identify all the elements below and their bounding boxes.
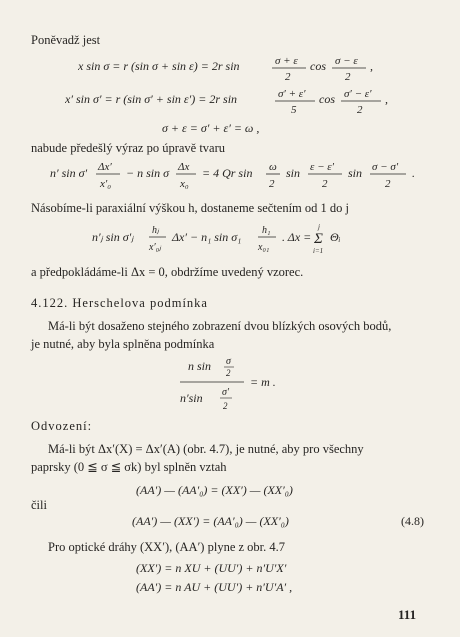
svg-text:sin: sin [286,166,301,180]
svg-text:σ′: σ′ [222,387,230,398]
equation-x-sin-sigma-svg [78,54,378,88]
text-paprsky: paprsky (0 ≦ σ ≦ σk) byl splněn vztah [31,460,227,474]
svg-text:cos: cos [319,92,335,106]
section-heading: 4.122. Herschelova podmínka [31,296,208,310]
svg-text:n′ⱼ sin σ′ⱼ: n′ⱼ sin σ′ⱼ [92,230,134,244]
svg-text:2: 2 [269,178,275,190]
svg-text:5: 5 [291,104,297,116]
equation-path-difference-1: (AA′) — (AA′₀) = (XX′) — (XX′₀) [136,483,293,497]
svg-text:,: , [370,59,373,73]
text-cili: čili [31,498,47,512]
svg-text:2: 2 [357,104,363,116]
svg-text:σ − ε: σ − ε [335,55,358,67]
svg-text:x sin σ = r (sin σ + sin ε) =: x sin σ = r (sin σ + sin ε) = 2r sin [78,59,240,73]
equation-x-sin-sigma [78,54,378,90]
svg-text:i=1: i=1 [313,247,324,255]
svg-text:n′sin: n′sin [180,391,203,405]
equation-optical-path-aa: (AA′) = n AU + (UU′) + n′U′A′ , [136,580,293,594]
svg-text:cos: cos [310,59,326,73]
svg-text:2: 2 [322,178,328,190]
svg-text:ε − ε′: ε − ε′ [310,161,334,173]
equation-path-difference-2: (AA′) — (XX′) = (AA′₀) — (XX′₀) [132,514,289,528]
svg-text:σ: σ [226,356,231,367]
svg-text:σ′ + ε′: σ′ + ε′ [278,88,306,100]
equation-x-prime-sin-sigma-svg [65,87,395,121]
equation-herschel-condition [180,356,290,414]
svg-text:2: 2 [285,71,291,83]
text-mali-byt-dosazeno: Má-li být dosaženo stejného zobrazení dvou blízkých osových bodů, [48,319,392,333]
svg-text:Θᵢ: Θᵢ [330,230,341,244]
equation-optical-path-xx: (XX′) = n XU + (UU′) + n′U′X′ [136,561,287,575]
svg-text:Δx: Δx [178,161,190,173]
svg-text:x′₀: x′₀ [100,178,112,190]
equation-x-prime-sin-sigma [65,87,395,123]
equation-sum-theta-svg [92,221,362,261]
svg-text:2: 2 [226,368,231,378]
svg-text:σ + ε: σ + ε [275,55,298,67]
svg-text:n sin: n sin [188,359,212,373]
text-je-nutne: je nutné, aby byla splněna podmínka [31,337,215,351]
equation-herschel-condition-svg [180,356,290,412]
text-nasobime: Násobíme-li paraxiální výškou h, dostaneme sečtením od 1 do j [31,201,349,215]
svg-text:x′₀ⱼ: x′₀ⱼ [149,242,161,253]
svg-text:− n sin σ: − n sin σ [126,166,170,180]
svg-text:2: 2 [223,401,228,411]
svg-text:σ − σ′: σ − σ′ [372,161,399,173]
text-intro: Poněvadž jest [31,33,101,47]
page-number: 111 [398,607,417,622]
svg-text:Σ: Σ [314,231,323,247]
text-mali-byt-delta: Má-li být Δx′(X) = Δx′(A) (obr. 4.7), je nutné, aby pro všechny [48,442,364,456]
svg-text:Δx′: Δx′ [98,161,112,173]
svg-text:sin: sin [348,166,363,180]
svg-text:x₀₁: x₀₁ [258,242,270,253]
svg-text:. Δx =: . Δx = [282,230,312,244]
svg-text:hⱼ: hⱼ [152,225,159,236]
svg-text:x′ sin σ′ = r (sin σ′ + sin ε′: x′ sin σ′ = r (sin σ′ + sin ε′) = 2r sin [65,92,238,106]
svg-text:.: . [412,166,415,180]
equation-n-prime-sin [50,159,420,199]
equation-n-prime-sin-svg [50,159,420,197]
svg-text:σ′ − ε′: σ′ − ε′ [344,88,372,100]
equation-sigma-eps-omega: σ + ε = σ′ + ε′ = ω , [162,121,260,135]
svg-text:ω: ω [269,161,277,173]
svg-text:n′ sin σ′: n′ sin σ′ [50,166,88,180]
svg-text:h₁: h₁ [262,225,271,236]
svg-text:j: j [318,223,320,231]
svg-text:Δx′ − n₁ sin σ₁: Δx′ − n₁ sin σ₁ [172,230,242,244]
equation-sum-theta [92,221,362,263]
svg-text:,: , [385,92,388,106]
svg-text:x₀: x₀ [180,178,189,190]
svg-text:= m .: = m . [250,375,276,389]
derivation-heading: Odvození: [31,419,93,433]
text-opticke-drahy: Pro optické dráhy (XX′), (AA′) plyne z obr. 4.7 [48,540,286,554]
svg-text:= 4 Qr sin: = 4 Qr sin [202,166,253,180]
equation-number-4-8: (4.8) [401,514,424,528]
text-nabude: nabude předešlý výraz po úpravě tvaru [31,141,226,155]
svg-text:2: 2 [345,71,351,83]
text-predpokladame: a předpokládáme-li Δx = 0, obdržíme uvedený vzorec. [31,265,304,279]
svg-text:2: 2 [385,178,391,190]
